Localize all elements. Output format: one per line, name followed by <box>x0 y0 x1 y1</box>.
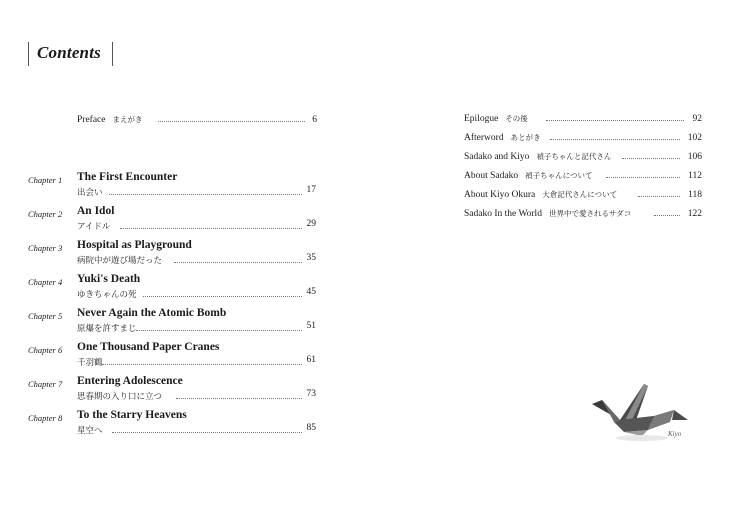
toc-entry-label <box>464 169 592 183</box>
toc-page-number: 29 <box>306 219 316 229</box>
toc-chapter-3[interactable] <box>28 239 318 269</box>
dot-leader <box>638 196 680 197</box>
toc-page-number: 51 <box>306 321 316 331</box>
chapter-number: Chapter 3 <box>28 243 63 253</box>
chapter-title: One Thousand Paper Cranes <box>77 341 220 353</box>
toc-entry-title: Epilogue <box>464 114 499 124</box>
toc-page-number: 102 <box>687 133 702 143</box>
chapter-number: Chapter 1 <box>28 175 63 185</box>
toc-entry-title: About Kiyo Okura <box>464 190 536 200</box>
chapter-title: The First Encounter <box>77 171 178 183</box>
title-rule-left <box>28 42 29 66</box>
chapter-japanese-title: 病院中が遊び場だった <box>77 255 163 265</box>
chapter-japanese-title: 千羽鶴 <box>77 357 103 367</box>
toc-page-number: 6 <box>312 115 317 125</box>
chapter-title: Hospital as Playground <box>77 239 192 251</box>
toc-entry-sadako-and-kiyo[interactable] <box>464 150 702 164</box>
toc-page-number: 73 <box>306 389 316 399</box>
toc-entry-label <box>464 131 541 145</box>
toc-entry-label <box>464 112 528 126</box>
dot-leader <box>136 330 302 331</box>
chapter-number: Chapter 5 <box>28 311 63 321</box>
toc-entry-preface[interactable] <box>77 113 317 127</box>
chapter-number: Chapter 7 <box>28 379 63 389</box>
toc-page-number: 106 <box>687 152 702 162</box>
toc-chapter-2[interactable] <box>28 205 318 235</box>
dot-leader <box>143 296 302 297</box>
toc-entry-japanese: まえがき <box>112 115 143 124</box>
toc-chapter-4[interactable] <box>28 273 318 303</box>
dot-leader <box>176 398 302 399</box>
dot-leader <box>112 432 302 433</box>
toc-entry-title: Afterword <box>464 133 504 143</box>
page-title: Contents <box>37 43 101 62</box>
toc-page-number: 35 <box>306 253 316 263</box>
chapter-number: Chapter 6 <box>28 345 63 355</box>
toc-chapter-8[interactable] <box>28 409 318 439</box>
toc-entry-japanese: 禎子ちゃんについて <box>525 171 593 180</box>
toc-entry-about-sadako[interactable] <box>464 169 702 183</box>
chapter-title: Entering Adolescence <box>77 375 183 387</box>
chapter-number: Chapter 2 <box>28 209 63 219</box>
toc-entry-title: Sadako In the World <box>464 209 542 219</box>
toc-entry-label <box>77 113 142 127</box>
chapter-number: Chapter 8 <box>28 413 63 423</box>
dot-leader <box>158 121 305 122</box>
toc-entry-label <box>464 150 611 164</box>
dot-leader <box>109 194 302 195</box>
chapter-number: Chapter 4 <box>28 277 63 287</box>
toc-entry-sadako-in-the-world[interactable] <box>464 207 702 221</box>
toc-page-number: 17 <box>306 185 316 195</box>
toc-entry-japanese: 世界中で愛されるサダコ <box>548 209 632 218</box>
toc-chapter-5[interactable] <box>28 307 318 337</box>
chapter-title: An Idol <box>77 205 115 217</box>
dot-leader <box>654 215 680 216</box>
chapter-title: To the Starry Heavens <box>77 409 187 421</box>
dot-leader <box>606 177 680 178</box>
toc-entry-title: Sadako and Kiyo <box>464 152 530 162</box>
dot-leader <box>622 158 680 159</box>
chapter-japanese-title: 思春期の入り口に立つ <box>77 391 163 401</box>
chapter-japanese-title: 原爆を許すまじ <box>77 323 137 333</box>
toc-page-number: 45 <box>306 287 316 297</box>
artist-signature: Kiyo <box>668 430 682 438</box>
toc-entry-japanese: 大倉記代さんについて <box>542 190 618 199</box>
toc-entry-japanese: 禎子ちゃんと記代さん <box>536 152 612 161</box>
toc-entry-epilogue[interactable] <box>464 112 702 126</box>
toc-page-number: 85 <box>306 423 316 433</box>
dot-leader <box>174 262 302 263</box>
toc-chapter-1[interactable] <box>28 171 318 201</box>
toc-entry-about-kiyo-okura[interactable] <box>464 188 702 202</box>
title-rule-right <box>112 42 113 66</box>
dot-leader <box>102 364 302 365</box>
chapter-japanese-title: 出会い <box>77 187 103 197</box>
toc-entry-japanese: あとがき <box>510 133 541 142</box>
dot-leader <box>550 139 680 140</box>
toc-entry-afterword[interactable] <box>464 131 702 145</box>
toc-entry-title: Preface <box>77 115 106 125</box>
toc-page-number: 61 <box>306 355 316 365</box>
chapter-title: Yuki's Death <box>77 273 141 285</box>
toc-page-number: 92 <box>692 114 702 124</box>
dot-leader <box>546 120 684 121</box>
toc-chapter-6[interactable] <box>28 341 318 371</box>
toc-entry-label <box>464 188 617 202</box>
toc-page-number: 118 <box>688 190 702 200</box>
toc-entry-title: About Sadako <box>464 171 519 181</box>
chapter-title: Never Again the Atomic Bomb <box>77 307 227 319</box>
chapter-japanese-title: 星空へ <box>77 425 103 435</box>
toc-page-number: 112 <box>688 171 702 181</box>
toc-entry-label <box>464 207 631 221</box>
dot-leader <box>120 228 302 229</box>
toc-page-number: 122 <box>687 209 702 219</box>
toc-chapter-7[interactable] <box>28 375 318 405</box>
chapter-japanese-title: ゆきちゃんの死 <box>77 289 137 299</box>
chapter-japanese-title: アイドル <box>77 221 111 231</box>
toc-entry-japanese: その後 <box>505 114 528 123</box>
